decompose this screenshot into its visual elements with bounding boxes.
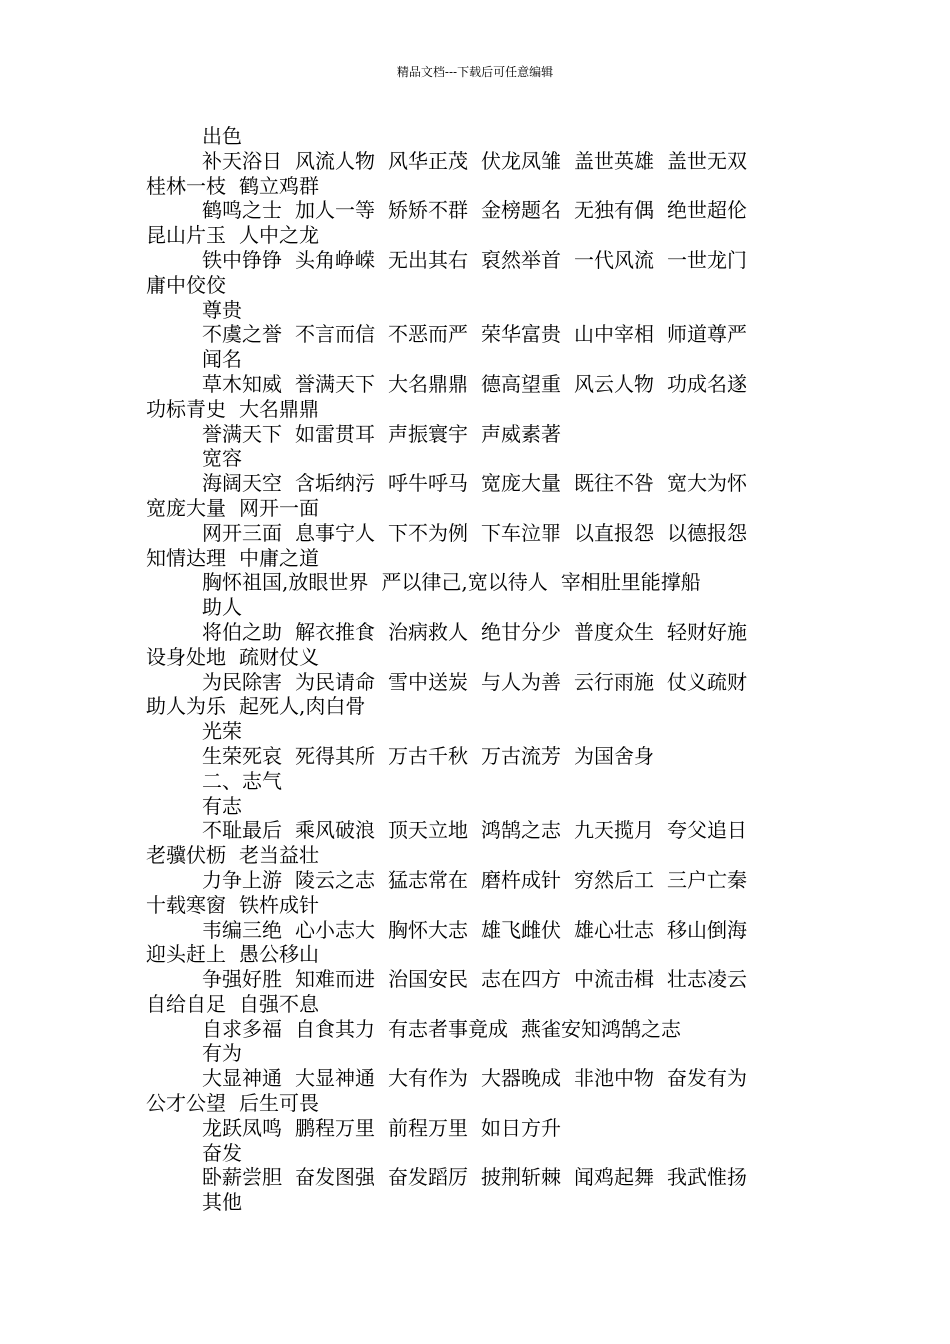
idiom-word: 轻财好施 (667, 619, 747, 644)
idiom-word: 铁中铮铮 (202, 247, 282, 272)
page-header: 精品文档---下载后可任意编辑 (396, 65, 554, 79)
idiom-word: 龙跃凤鸣 (202, 1115, 282, 1140)
idiom-word: 功成名遂 (667, 371, 747, 396)
idiom-word: 山中宰相 (574, 322, 654, 347)
text-line (146, 198, 810, 223)
idiom-word: 仗义疏财 (667, 669, 747, 694)
idiom-word: 誉满天下 (202, 421, 282, 446)
idiom-word: 既往不咎 (574, 471, 654, 496)
text-line (146, 471, 810, 496)
text-line (146, 818, 810, 843)
text-line (146, 1190, 810, 1215)
idiom-word: 绝世超伦 (667, 198, 747, 223)
idiom-word: 为民除害 (202, 669, 282, 694)
idiom-word: 治病救人 (388, 619, 468, 644)
idiom-word: 有志者事竟成 (388, 1016, 508, 1041)
idiom-word: 陵云之志 (295, 867, 375, 892)
idiom-word: 闻名 (202, 347, 242, 372)
idiom-word: 疏财仗义 (239, 644, 319, 669)
text-line (146, 1066, 810, 1091)
idiom-word: 大显神通 (202, 1066, 282, 1091)
text-line (146, 719, 810, 744)
idiom-word: 公才公望 (146, 1091, 226, 1116)
idiom-word: 宽容 (202, 446, 242, 471)
text-line (146, 794, 810, 819)
idiom-word: 绝甘分少 (481, 619, 561, 644)
text-line (146, 868, 810, 893)
text-line (146, 694, 810, 719)
idiom-word: 中流击楫 (574, 967, 654, 992)
text-line (146, 397, 810, 422)
text-line (146, 967, 810, 992)
idiom-word: 韦编三绝 (202, 917, 282, 942)
idiom-word: 含垢纳污 (295, 471, 375, 496)
idiom-word: 无独有偶 (574, 198, 654, 223)
idiom-word: 猛志常在 (388, 867, 468, 892)
idiom-word: 金榜题名 (481, 198, 561, 223)
idiom-word: 不恶而严 (388, 322, 468, 347)
idiom-word: 披荆斩棘 (481, 1165, 561, 1190)
idiom-word: 二、志气 (202, 768, 282, 793)
idiom-word: 壮志凌云 (667, 967, 747, 992)
idiom-word: 声振寰宇 (388, 421, 468, 446)
idiom-word: 宽大为怀 (667, 471, 747, 496)
text-line (146, 992, 810, 1017)
idiom-word: 为民请命 (295, 669, 375, 694)
idiom-word: 誉满天下 (295, 371, 375, 396)
text-line (146, 1041, 810, 1066)
idiom-word: 桂林一枝 (146, 173, 226, 198)
idiom-word: 将伯之助 (202, 619, 282, 644)
text-line (146, 322, 810, 347)
idiom-word: 鹏程万里 (295, 1115, 375, 1140)
text-line (146, 645, 810, 670)
idiom-word: 万古流芳 (481, 743, 561, 768)
idiom-word: 大器晚成 (481, 1066, 561, 1091)
idiom-word: 解衣推食 (295, 619, 375, 644)
idiom-word: 燕雀安知鸿鹄之志 (521, 1016, 681, 1041)
idiom-word: 荣华富贵 (481, 322, 561, 347)
idiom-word: 自食其力 (295, 1016, 375, 1041)
text-line (146, 744, 810, 769)
idiom-word: 宽庞大量 (481, 471, 561, 496)
text-line (146, 843, 810, 868)
idiom-word: 知难而进 (295, 967, 375, 992)
text-line (146, 546, 810, 571)
idiom-word: 息事宁人 (295, 520, 375, 545)
idiom-word: 老骥伏枥 (146, 843, 226, 868)
text-line (146, 769, 810, 794)
idiom-word: 助人为乐 (146, 694, 226, 719)
text-line (146, 298, 810, 323)
idiom-word: 功标青史 (146, 396, 226, 421)
idiom-word: 德高望重 (481, 371, 561, 396)
idiom-word: 呼牛呼马 (388, 471, 468, 496)
idiom-word: 人中之龙 (239, 223, 319, 248)
idiom-word: 奋发 (202, 1140, 242, 1165)
idiom-word: 光荣 (202, 719, 242, 744)
idiom-word: 乘风破浪 (295, 818, 375, 843)
idiom-word: 声威素著 (481, 421, 561, 446)
idiom-word: 下不为例 (388, 520, 468, 545)
text-line (146, 1017, 810, 1042)
idiom-word: 师道尊严 (667, 322, 747, 347)
text-line (146, 1116, 810, 1141)
idiom-word: 胸怀大志 (388, 917, 468, 942)
idiom-word: 以德报怨 (667, 520, 747, 545)
idiom-word: 闻鸡起舞 (574, 1165, 654, 1190)
text-line (146, 223, 810, 248)
idiom-word: 盖世无双 (667, 148, 747, 173)
idiom-word: 下车泣罪 (481, 520, 561, 545)
idiom-word: 普度众生 (574, 619, 654, 644)
idiom-word: 争强好胜 (202, 967, 282, 992)
idiom-word: 迎头赶上 (146, 942, 226, 967)
idiom-word: 矫矫不群 (388, 198, 468, 223)
idiom-word: 草木知威 (202, 371, 282, 396)
idiom-word: 鹤立鸡群 (239, 173, 319, 198)
idiom-word: 前程万里 (388, 1115, 468, 1140)
idiom-word: 移山倒海 (667, 917, 747, 942)
text-line (146, 496, 810, 521)
idiom-word: 风流人物 (295, 148, 375, 173)
idiom-word: 铁杵成针 (239, 892, 319, 917)
idiom-word: 知情达理 (146, 545, 226, 570)
text-line (146, 1091, 810, 1116)
idiom-word: 宰相肚里能撑船 (560, 570, 701, 595)
idiom-word: 如日方升 (481, 1115, 561, 1140)
idiom-word: 胸怀祖国,放眼世界 (202, 570, 369, 595)
text-line (146, 422, 810, 447)
text-line (146, 570, 810, 595)
idiom-word: 与人为善 (481, 669, 561, 694)
idiom-word: 中庸之道 (239, 545, 319, 570)
idiom-word: 网开三面 (202, 520, 282, 545)
text-line (146, 595, 810, 620)
idiom-word: 有志 (202, 793, 242, 818)
idiom-word: 心小志大 (295, 917, 375, 942)
text-line (146, 174, 810, 199)
idiom-word: 力争上游 (202, 867, 282, 892)
idiom-word: 大有作为 (388, 1066, 468, 1091)
idiom-word: 大显神通 (295, 1066, 375, 1091)
text-line (146, 248, 810, 273)
text-line (146, 620, 810, 645)
text-line (146, 670, 810, 695)
idiom-word: 尊贵 (202, 297, 242, 322)
idiom-word: 风华正茂 (388, 148, 468, 173)
idiom-word: 穷然后工 (574, 867, 654, 892)
idiom-word: 云行雨施 (574, 669, 654, 694)
text-line (146, 521, 810, 546)
idiom-word: 大名鼎鼎 (388, 371, 468, 396)
text-line (146, 124, 810, 149)
idiom-word: 助人 (202, 595, 242, 620)
idiom-word: 雪中送炭 (388, 669, 468, 694)
idiom-word: 九天揽月 (574, 818, 654, 843)
idiom-word: 无出其右 (388, 247, 468, 272)
idiom-word: 顶天立地 (388, 818, 468, 843)
idiom-word: 不耻最后 (202, 818, 282, 843)
idiom-word: 严以律己,宽以待人 (381, 570, 548, 595)
text-line (146, 1141, 810, 1166)
idiom-word: 设身处地 (146, 644, 226, 669)
idiom-word: 有为 (202, 1041, 242, 1066)
document-body (146, 124, 810, 1215)
idiom-word: 鸿鹄之志 (481, 818, 561, 843)
idiom-word: 万古千秋 (388, 743, 468, 768)
idiom-word: 非池中物 (574, 1066, 654, 1091)
idiom-word: 以直报怨 (574, 520, 654, 545)
idiom-word: 海阔天空 (202, 471, 282, 496)
text-line (146, 273, 810, 298)
idiom-word: 加人一等 (295, 198, 375, 223)
idiom-word: 奋发有为 (667, 1066, 747, 1091)
idiom-word: 三户亡秦 (667, 867, 747, 892)
idiom-word: 磨杵成针 (481, 867, 561, 892)
idiom-word: 一世龙门 (667, 247, 747, 272)
idiom-word: 自强不息 (239, 991, 319, 1016)
idiom-word: 大名鼎鼎 (239, 396, 319, 421)
text-line (146, 372, 810, 397)
idiom-word: 为国舍身 (574, 743, 654, 768)
text-line (146, 446, 810, 471)
idiom-word: 出色 (202, 124, 242, 148)
idiom-word: 庸中佼佼 (146, 272, 226, 297)
idiom-word: 自给自足 (146, 991, 226, 1016)
idiom-word: 不虞之誉 (202, 322, 282, 347)
idiom-word: 如雷贯耳 (295, 421, 375, 446)
idiom-word: 头角峥嵘 (295, 247, 375, 272)
idiom-word: 后生可畏 (239, 1091, 319, 1116)
idiom-word: 鹤鸣之士 (202, 198, 282, 223)
idiom-word: 裒然举首 (481, 247, 561, 272)
idiom-word: 卧薪尝胆 (202, 1165, 282, 1190)
text-line (146, 918, 810, 943)
idiom-word: 愚公移山 (239, 942, 319, 967)
idiom-word: 治国安民 (388, 967, 468, 992)
idiom-word: 不言而信 (295, 322, 375, 347)
idiom-word: 死得其所 (295, 743, 375, 768)
text-line (146, 893, 810, 918)
idiom-word: 十载寒窗 (146, 892, 226, 917)
idiom-word: 其他 (202, 1190, 242, 1215)
idiom-word: 我武惟扬 (667, 1165, 747, 1190)
idiom-word: 夸父追日 (667, 818, 747, 843)
idiom-word: 盖世英雄 (574, 148, 654, 173)
idiom-word: 风云人物 (574, 371, 654, 396)
idiom-word: 生荣死哀 (202, 743, 282, 768)
idiom-word: 奋发图强 (295, 1165, 375, 1190)
idiom-word: 宽庞大量 (146, 495, 226, 520)
text-line (146, 1165, 810, 1190)
text-line (146, 942, 810, 967)
idiom-word: 雄心壮志 (574, 917, 654, 942)
idiom-word: 网开一面 (239, 495, 319, 520)
idiom-word: 志在四方 (481, 967, 561, 992)
idiom-word: 补天浴日 (202, 148, 282, 173)
idiom-word: 雄飞雌伏 (481, 917, 561, 942)
idiom-word: 伏龙凤雏 (481, 148, 561, 173)
idiom-word: 一代风流 (574, 247, 654, 272)
idiom-word: 昆山片玉 (146, 223, 226, 248)
idiom-word: 奋发蹈厉 (388, 1165, 468, 1190)
idiom-word: 起死人,肉白骨 (239, 694, 366, 719)
idiom-word: 老当益壮 (239, 843, 319, 868)
idiom-word: 自求多福 (202, 1016, 282, 1041)
text-line (146, 149, 810, 174)
text-line (146, 347, 810, 372)
